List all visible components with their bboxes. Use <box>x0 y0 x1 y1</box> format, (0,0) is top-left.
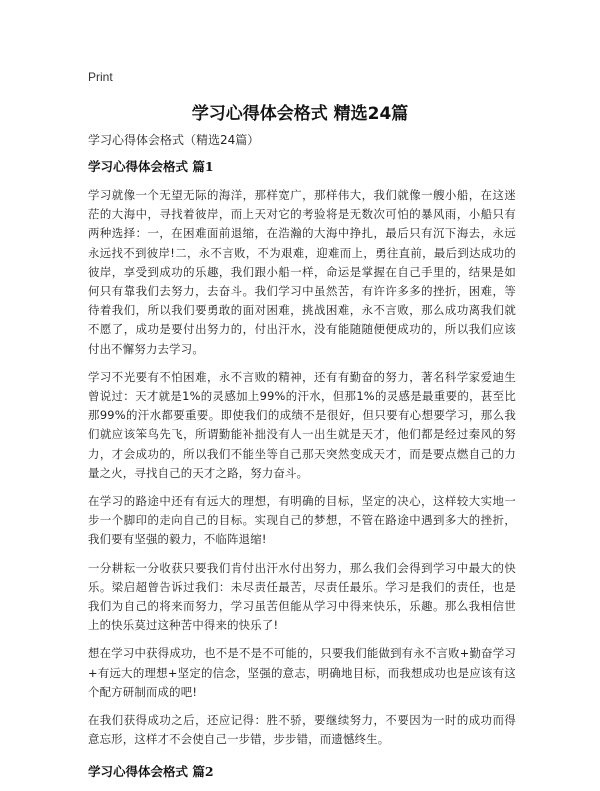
paragraph: 学习就像一个无望无际的海洋，那样宽广，那样伟大，我们就像一艘小船，在这迷茫的大海中，寻找着彼岸，而上天对它的考验将是无数次可怕的暴风雨，小船只有两种选择：一，在困难面前退缩，在浩瀚的大海中挣扎，最后只有沉下海去，永远永远找不到彼岸!二，永不言败，不为艰难，迎难而上，勇往直前，最后到达成功的彼岸，享受到成功的乐趣，我们跟小船一样，命运是掌握在自己手里的，结果是如何只有靠我们去努力，去奋斗。我们学习中虽然苦，有许许多多的挫折，困难，等待着我们，所以我们要勇敢的面对困难，挑战困难，永不言败，那么成功离我们就不愿了，成功是要付出努力的，付出汗水，没有能随随便便成功的，所以我们应该付出不懈努力去学习。 <box>88 188 516 356</box>
section-heading: 学习心得体会格式 篇1 <box>88 159 214 174</box>
section-heading: 学习心得体会格式 篇2 <box>88 764 214 780</box>
print-link[interactable]: Print <box>88 70 113 84</box>
paragraph: 在我们获得成功之后，还应记得：胜不骄，要继续努力，不要因为一时的成功而得意忘形，这样才不会使自己一步错，步步错，而遗憾终生。 <box>88 713 516 747</box>
document-body <box>88 131 516 791</box>
paragraph: 学习不光要有不怕困难，永不言败的精神，还有有勤奋的努力，著名科学家爱迪生曾说过：天才就是1%的灵感加上99%的汗水，但那1%的灵感是最重要的，甚至比那99%的汗水都要重要。即使我们的成绩不是很好，但只要有心想要学习，那么我们就应该笨鸟先飞，所谓勤能补拙没有人一出生就是天才，他们都是经过秦风的努力，才会成功的，所以我们不能坐等自己那天突然变成天才，而是要点燃自己的力量之火，寻找自己的天才之路，努力奋斗。 <box>88 369 516 480</box>
paragraph: 一分耕耘一分收获只要我们肯付出汗水付出努力，那么我们会得到学习中最大的快乐。梁启超曾告诉过我们：未尽责任最苦，尽责任最乐。学习是我们的责任，也是我们为自己的将来而努力，学习虽苦但能从学习中得来快乐，乐趣。那么我相信世上的快乐莫过这种苦中得来的快乐了! <box>88 560 516 633</box>
paragraph: 想在学习中获得成功，也不是不是不可能的，只要我们能做到有永不言败+勤奋学习+有远大的理想+坚定的信念，坚强的意志，明确地目标，而我想成功也是应该有这个配方研制而成的吧! <box>88 646 516 699</box>
paragraph: 在学习的路途中还有有远大的理想，有明确的目标，坚定的决心，这样较大实地一步一个脚印的走向自己的目标。实现自己的梦想，不管在路途中遇到多大的挫折，我们要有坚强的毅力，不临阵退缩! <box>88 494 516 547</box>
document-title: 学习心得体会格式 精选24篇 <box>191 104 409 124</box>
document-subtitle: 学习心得体会格式（精选24篇） <box>88 133 260 147</box>
